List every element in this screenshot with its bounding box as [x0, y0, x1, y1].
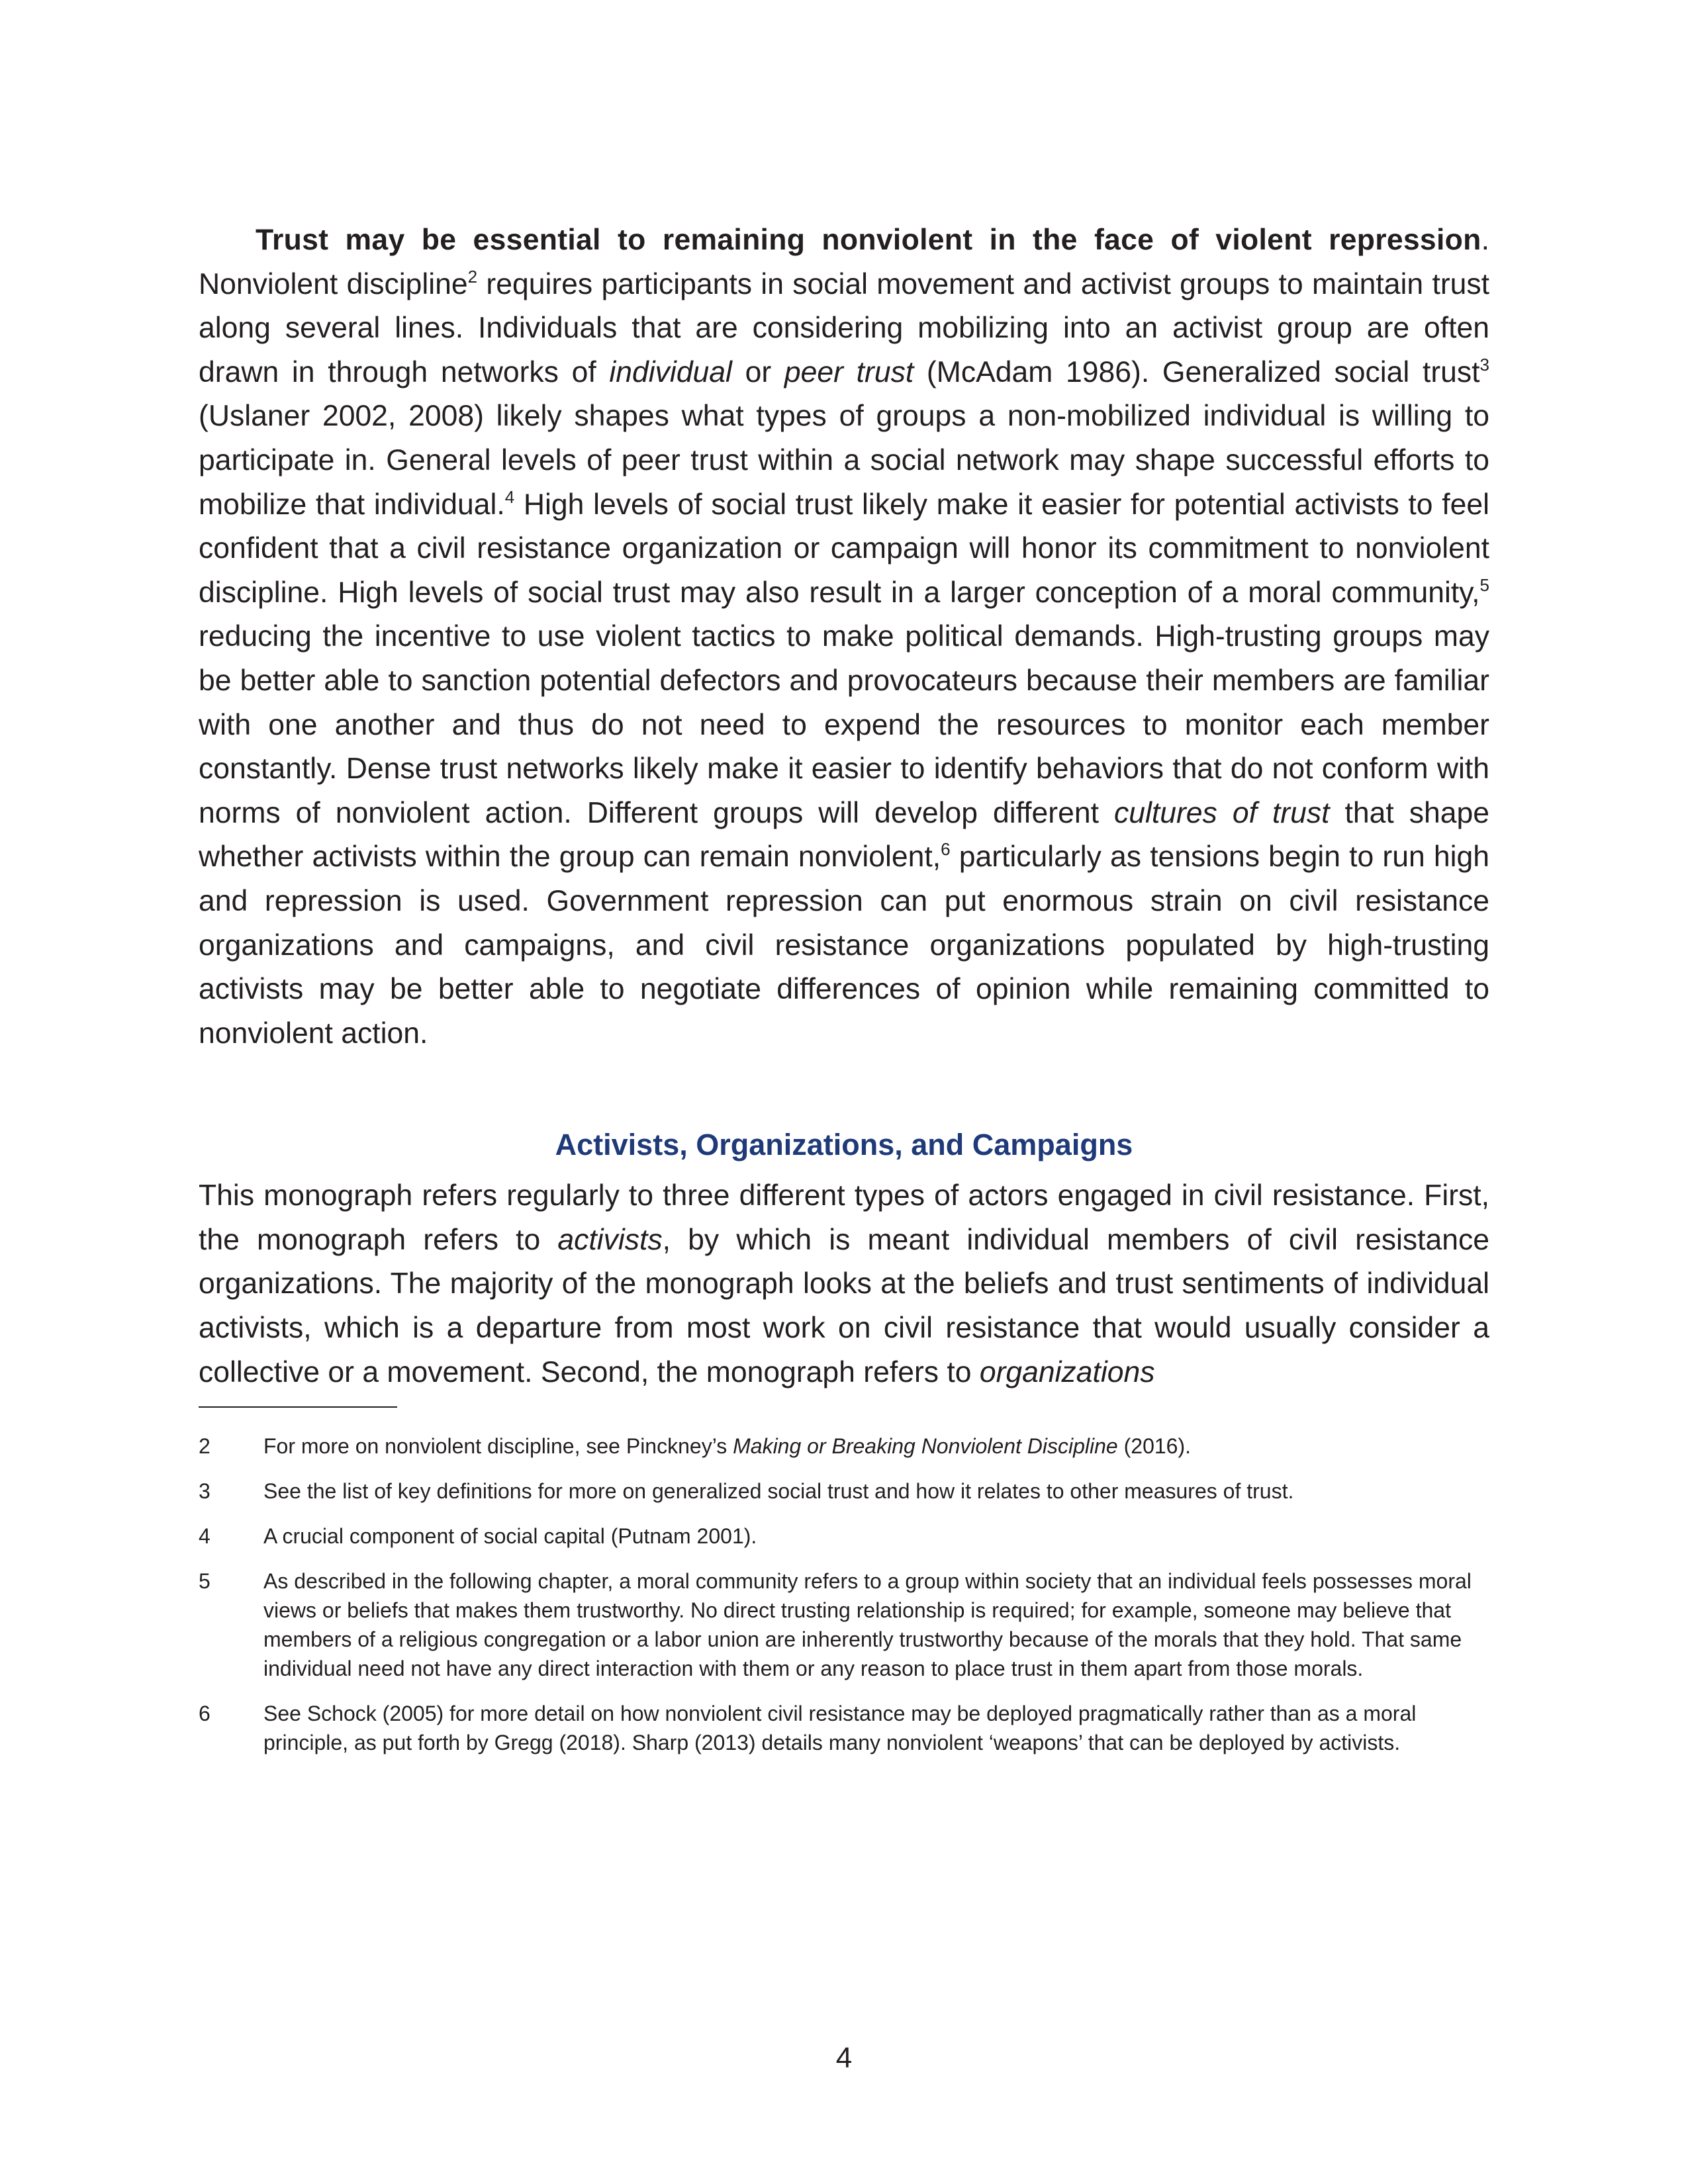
- footnote-list: [199, 1432, 1489, 1757]
- text-run: . Nonviolent discipline: [199, 224, 1489, 300]
- footnote-text: As described in the following chapter, a moral community refers to a group within society that an individual feels possesses moral views or beliefs that makes them trustworthy. No direct trusting relationship is required; for example, someone may believe that members of a religious congregation or a labor union are inherently trustworthy because of the morals that they hold. That same individual need not have any direct interaction with them or any reason to place trust in them apart from those morals.: [263, 1569, 1472, 1681]
- emphasis-individual: individual: [609, 355, 732, 388]
- footnote-5: [199, 1567, 1489, 1683]
- text-run: (2016).: [1117, 1434, 1191, 1459]
- page-number: 4: [835, 2042, 853, 2074]
- footnote-ref-3[interactable]: 3: [1479, 354, 1489, 375]
- footnote-text: [263, 1432, 1489, 1461]
- footnote-text: See Schock (2005) for more detail on how nonviolent civil resistance may be deployed pragmatically rather than as a moral principle, as put forth by Gregg (2018). Sharp (2013) details many nonviolent ‘weapons’ that can be deployed by activists.: [263, 1702, 1417, 1755]
- footnote-number: 2: [199, 1434, 211, 1459]
- footnote-ref-2[interactable]: 2: [467, 266, 478, 287]
- emphasis-cultures-of-trust: cultures of trust: [1113, 796, 1330, 829]
- footnote-text: A crucial component of social capital (Putnam 2001).: [263, 1524, 757, 1549]
- footnote-separator: [199, 1406, 397, 1408]
- paragraph-lead-sentence: Trust may be essential to remaining nonviolent in the face of violent repression: [256, 224, 1481, 256]
- footnote-ref-4[interactable]: 4: [504, 486, 515, 507]
- body-paragraph-trust: [199, 218, 1489, 1056]
- text-run: High levels of social trust likely make it easier for potential activists to feel confident that a civil resistance organization or campaign will honor its commitment to nonviolent discipline. High levels of social trust may also result in a larger conception of a moral community,: [199, 488, 1489, 609]
- section-heading: Activists, Organizations, and Campaigns: [555, 1128, 1133, 1162]
- text-run: reducing the incentive to use violent tactics to make political demands. High-trusting groups may be better able to sanction potential defectors and provocateurs because their members are familiar with one another and thus do not need to expend the resources to monitor each member constantly. Dense trust networks likely make it easier to identify behaviors that do not conform with norms of nonviolent action. Different groups will develop different: [199, 620, 1489, 829]
- text-run: (McAdam 1986). Generalized social trust: [914, 355, 1480, 388]
- footnote-number: 6: [199, 1702, 211, 1726]
- footnote-number: 4: [199, 1524, 211, 1549]
- text-run: or: [731, 355, 784, 388]
- footnote-4: [199, 1522, 1489, 1551]
- text-run: that shape whether activists within the group can remain nonviolent,: [199, 796, 1489, 874]
- text-run: For more on nonviolent discipline, see Pinckney’s: [263, 1434, 733, 1459]
- page-content: [199, 218, 1489, 1773]
- footnote-ref-6[interactable]: 6: [941, 839, 951, 860]
- text-run: particularly as tensions begin to run high and repression is used. Government repression can put enormous strain on civil resistance organizations and campaigns, and civil resistance organizations populated by high-trusting activists may be better able to negotiate differences of opinion while remaining committed to nonviolent action.: [199, 841, 1489, 1050]
- footnote-ref-5[interactable]: 5: [1479, 574, 1489, 595]
- emphasis-activists: activists: [557, 1223, 663, 1256]
- body-paragraph-actors: [199, 1174, 1489, 1394]
- footnote-text: See the list of key definitions for more on generalized social trust and how it relates to other measures of trust.: [263, 1479, 1294, 1504]
- footnote-3: [199, 1477, 1489, 1506]
- emphasis-organizations: organizations: [979, 1355, 1155, 1388]
- footnote-number: 3: [199, 1479, 211, 1504]
- text-run: requires participants in social movement and activist groups to maintain trust along several lines. Individuals that are considering mobilizing into an activist group are often drawn in through networks of: [199, 267, 1489, 388]
- emphasis-book-title: Making or Breaking Nonviolent Discipline: [733, 1434, 1118, 1459]
- emphasis-peer-trust: peer trust: [784, 355, 914, 388]
- text-run: , by which is meant individual members of civil resistance organizations. The majority of the monograph looks at the beliefs and trust sentiments of individual activists, which is a departure from most work on civil resistance that would usually consider a collective or a movement. Second, the monograph refers to: [199, 1223, 1489, 1388]
- footnote-2: [199, 1432, 1489, 1461]
- text-run: This monograph refers regularly to three different types of actors engaged in civil resistance. First, the monograph refers to: [199, 1179, 1489, 1256]
- footnote-6: [199, 1699, 1489, 1757]
- footnote-number: 5: [199, 1569, 211, 1594]
- text-run: (Uslaner 2002, 2008) likely shapes what types of groups a non-mobilized individual is willing to participate in. General levels of peer trust within a social network may shape successful efforts to mobilize that individual.: [199, 400, 1489, 521]
